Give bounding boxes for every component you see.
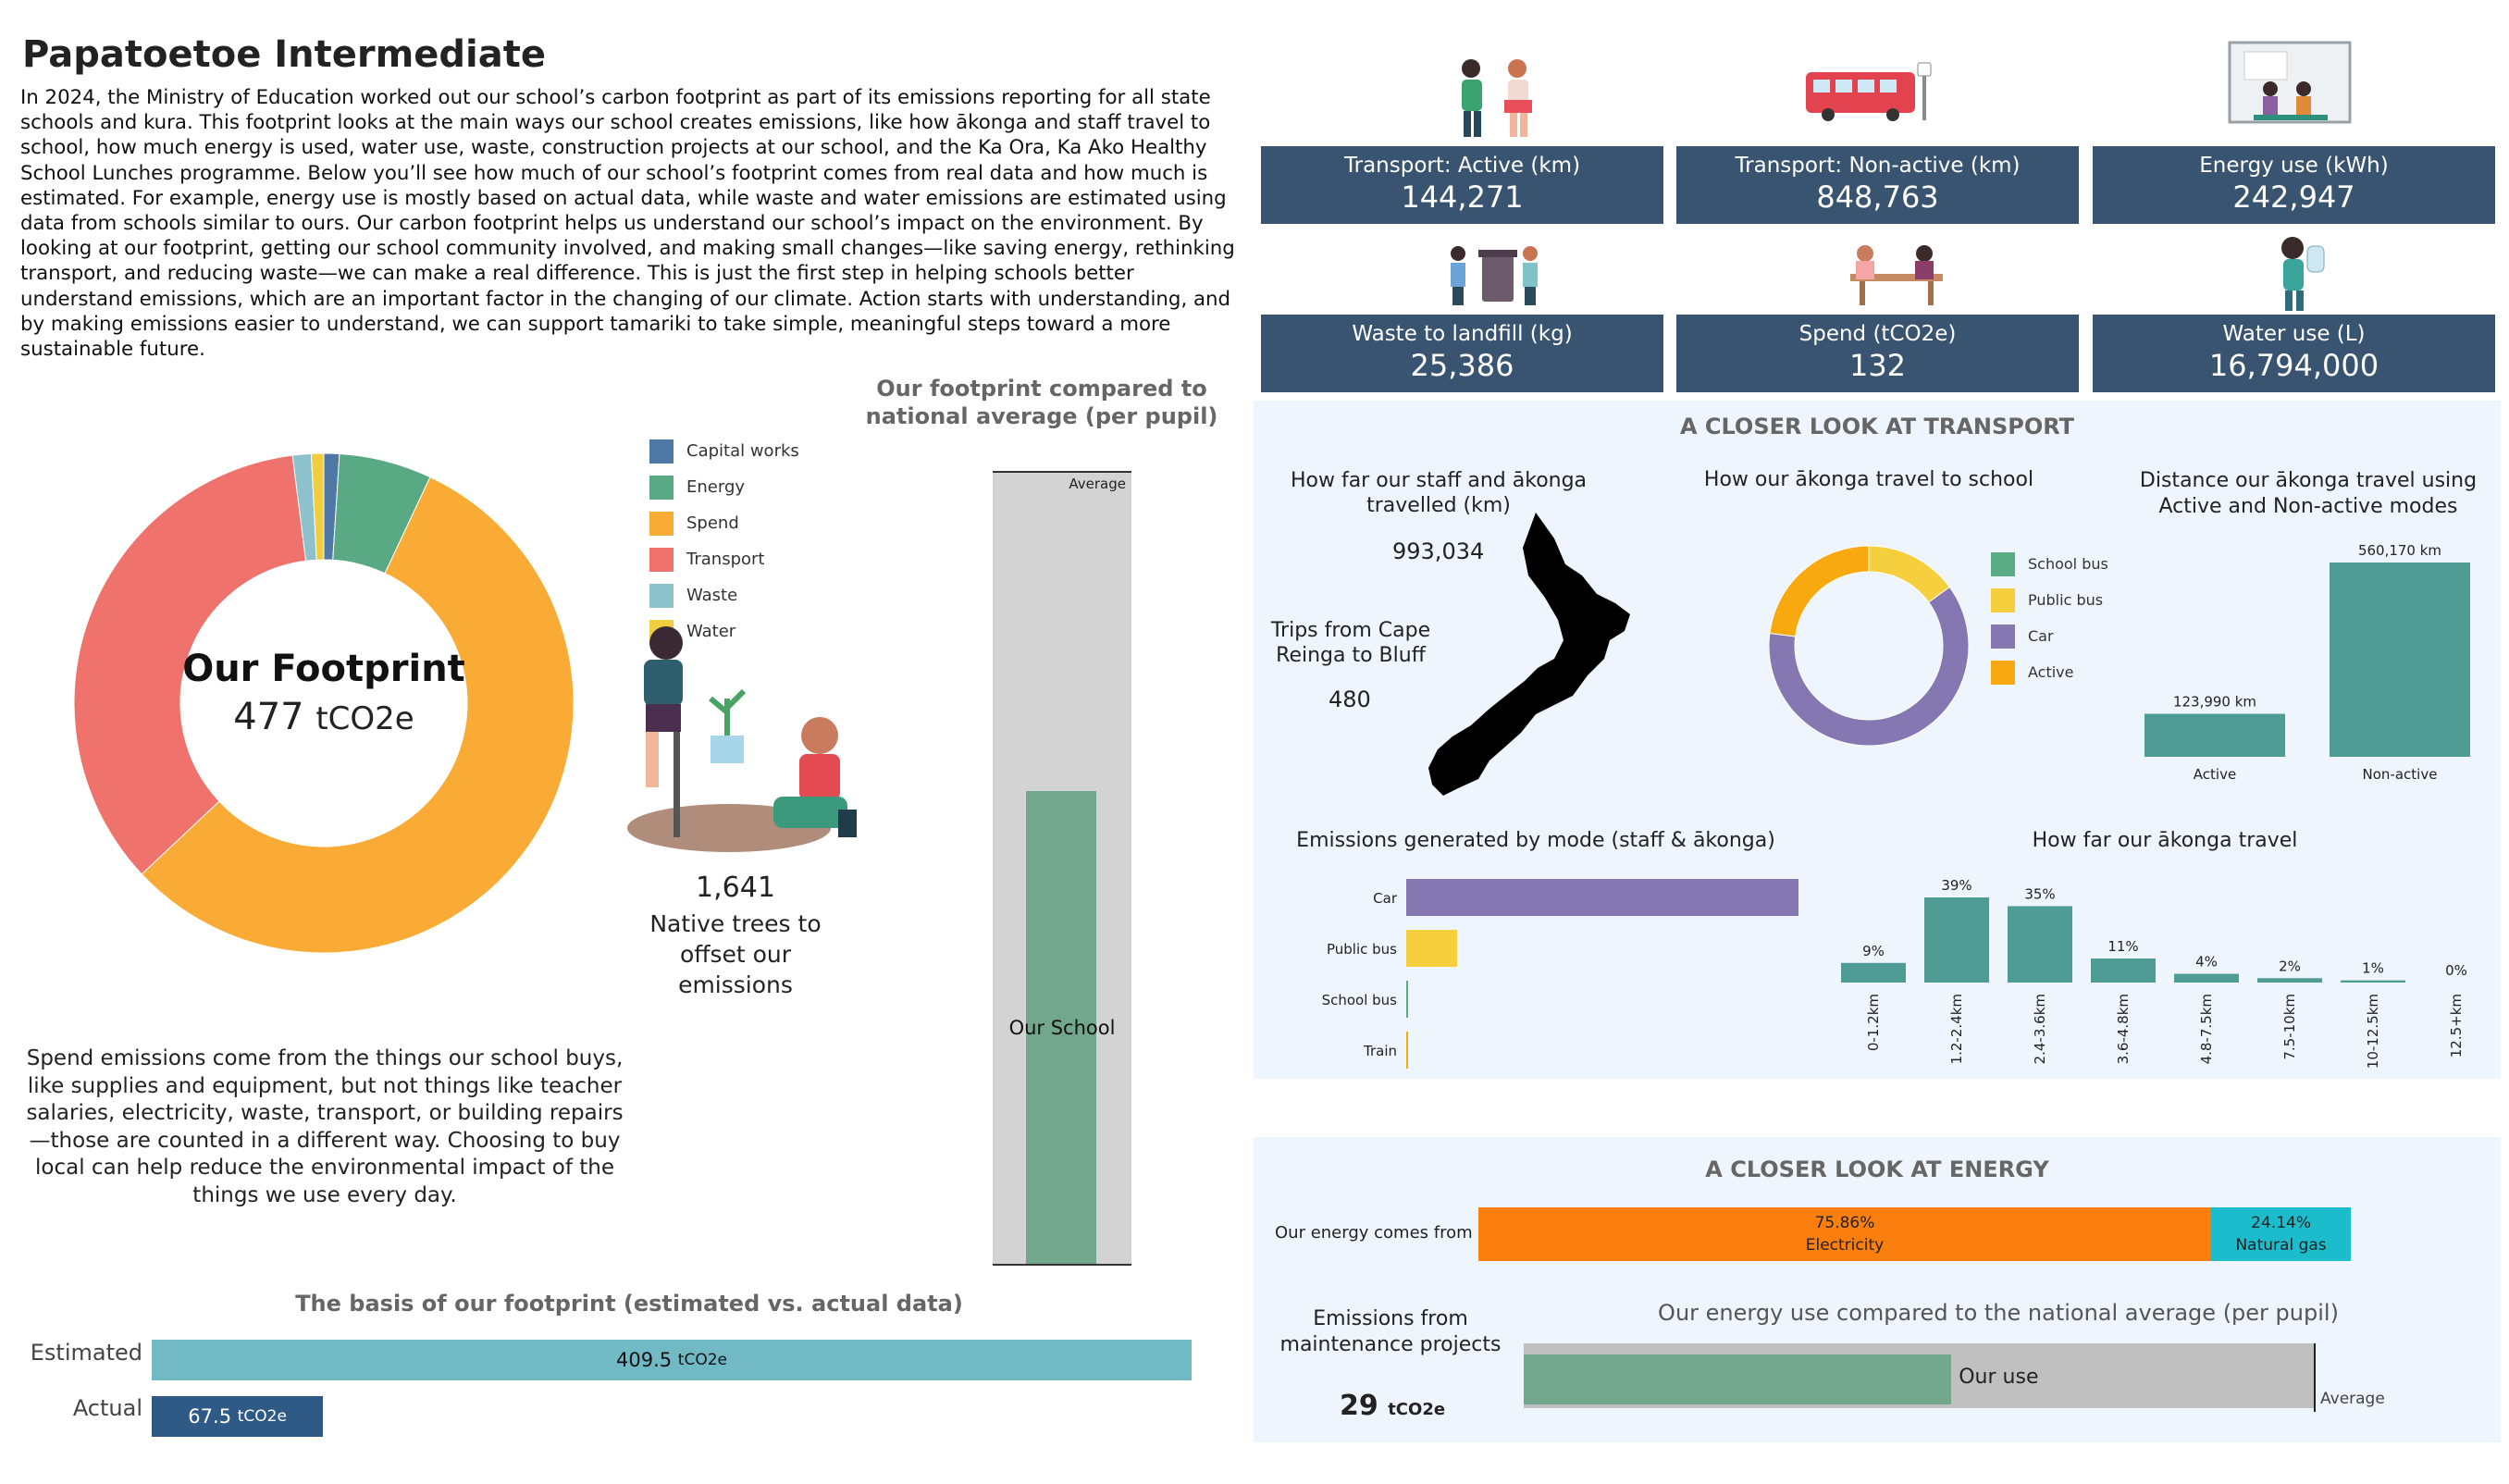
- travel-bar-value: 0%: [2445, 962, 2467, 979]
- emissions-bar: [1406, 1032, 1408, 1069]
- travel-bar-category: 3.6-4.8km: [2115, 994, 2132, 1065]
- electricity-label: Electricity: [1805, 1236, 1885, 1255]
- travel-bar: [2174, 974, 2239, 983]
- energy-gas-bar: [2211, 1207, 2351, 1261]
- legend-label: Public bus: [2028, 591, 2104, 609]
- legend-swatch: [649, 548, 674, 572]
- active-nonactive-chart: [2128, 537, 2489, 786]
- trips-label: Trips from Cape Reinga to Bluff: [1270, 619, 1431, 667]
- stat-label: Spend (tCO2e): [1798, 322, 1957, 346]
- travel-bar-category: 4.8-7.5km: [2198, 994, 2215, 1065]
- legend-swatch: [649, 512, 674, 536]
- comparison-title: Our footprint compared to national average (per pupil): [865, 376, 1218, 429]
- energy-average-bar: [1524, 1343, 2316, 1408]
- footprint-legend: [649, 433, 799, 649]
- legend-swatch: [1991, 552, 2015, 576]
- legend-swatch: [649, 584, 674, 608]
- travel-bar-category: 1.2-2.4km: [1948, 994, 1965, 1065]
- travel-bar: [2341, 981, 2405, 983]
- emissions-bar: [1406, 981, 1408, 1018]
- page-title: Papatoetoe Intermediate: [22, 33, 546, 76]
- travel-bar-value: 39%: [1941, 877, 1972, 894]
- distance-value: 993,034: [1392, 538, 1485, 564]
- walking-children-icon: [1443, 56, 1545, 141]
- legend-item: [649, 541, 799, 577]
- legend-label: Waste: [686, 586, 738, 605]
- footprint-center-unit: tCO2e: [315, 700, 414, 737]
- legend-label: Active: [2028, 663, 2074, 681]
- legend-label: Car: [2028, 627, 2054, 645]
- new-zealand-map-icon: [1425, 511, 1638, 799]
- travel-bar-category: 12.5+km: [2448, 994, 2465, 1058]
- distance-label: How far our staff and ākonga travelled (km): [1290, 469, 1588, 517]
- trees-text: Native trees to offset our emissions: [649, 910, 822, 998]
- travel-bar-value: 9%: [1862, 942, 1885, 959]
- trips-value: 480: [1329, 686, 1371, 712]
- travel-bar: [1924, 897, 1989, 983]
- gas-label: Natural gas: [2235, 1236, 2327, 1255]
- mode-slice: [1770, 546, 1869, 637]
- emissions-bar: [1406, 879, 1798, 916]
- spend-note: Spend emissions come from the things our school buys, like supplies and equipment, but not things like teacher salaries, electricity, waste, transport, or building repairs—those are counted in a different way. Choosing to buy local can help reduce the environmental impact of the things we use every day.: [26, 1046, 624, 1207]
- legend-label: Energy: [686, 477, 746, 497]
- legend-item: [649, 505, 799, 541]
- travel-bar-value: 35%: [2024, 885, 2056, 903]
- basis-label-estimated: Estimated: [30, 1340, 142, 1366]
- modes-bar: [2330, 563, 2470, 757]
- legend-item: [1991, 618, 2108, 654]
- mode-legend: [1991, 546, 2108, 690]
- legend-swatch: [1991, 625, 2015, 649]
- travel-bar-value: 2%: [2279, 958, 2301, 975]
- legend-swatch: [1991, 661, 2015, 685]
- modes-bar: [2144, 714, 2285, 757]
- energy-electricity-bar: [1478, 1207, 2211, 1261]
- classroom-energy-icon: [2228, 41, 2352, 133]
- tree-planting-illustration-icon: [618, 625, 886, 874]
- basis-label-actual: Actual: [72, 1395, 142, 1421]
- stat-card-transport-nonactive: [1676, 146, 2079, 224]
- stat-card-energy: [2093, 146, 2495, 224]
- stat-value: 848,763: [1816, 179, 1939, 215]
- maintenance-value: [1340, 1390, 1445, 1422]
- basis-estimated-unit: tCO2e: [677, 1351, 727, 1369]
- travel-bar: [2008, 906, 2072, 983]
- travel-bar-value: 11%: [2107, 938, 2139, 956]
- basis-bar-estimated: [152, 1340, 1192, 1380]
- emissions-by-mode-chart: [1277, 870, 1813, 1073]
- modes-bar-category: Non-active: [2362, 766, 2438, 783]
- legend-label: Spend: [686, 513, 739, 533]
- travel-bar: [1841, 963, 1906, 983]
- energy-title: A CLOSER LOOK AT ENERGY: [1705, 1156, 2049, 1182]
- travel-title: How far our ākonga travel: [2032, 829, 2298, 852]
- travel-bar-value: 1%: [2362, 959, 2384, 977]
- basis-title: The basis of our footprint (estimated vs. actual data): [295, 1291, 963, 1317]
- energy-average-line: [2314, 1343, 2316, 1412]
- legend-swatch: [649, 439, 674, 464]
- travel-bar-category: 2.4-3.6km: [2032, 994, 2048, 1065]
- stat-card-waste: [1261, 315, 1663, 392]
- maintenance-number: 29: [1340, 1390, 1378, 1422]
- footprint-center: [148, 648, 500, 738]
- emissions-bar-category: Train: [1364, 1043, 1397, 1059]
- legend-item: [649, 469, 799, 505]
- legend-item: [1991, 582, 2108, 618]
- transport-title: A CLOSER LOOK AT TRANSPORT: [1679, 414, 2075, 439]
- emissions-bar: [1406, 930, 1457, 967]
- travel-bar: [2257, 978, 2322, 983]
- basis-actual-value: 67.5: [188, 1405, 232, 1428]
- modes-bar-value: 560,170 km: [2357, 542, 2442, 559]
- stat-label: Transport: Active (km): [1343, 154, 1581, 178]
- water-drinking-icon: [2265, 233, 2330, 313]
- legend-label: School bus: [2028, 555, 2108, 573]
- legend-item: [1991, 546, 2108, 582]
- footprint-center-value: 477: [233, 696, 304, 738]
- stat-value: 242,947: [2232, 179, 2355, 215]
- basis-bar-actual: [152, 1396, 323, 1437]
- waste-bin-icon: [1445, 242, 1543, 309]
- travel-distance-chart: [1813, 870, 2479, 1073]
- mode-title: How our ākonga travel to school: [1703, 468, 2034, 491]
- legend-swatch: [1991, 588, 2015, 612]
- modes-bar-category: Active: [2193, 766, 2237, 783]
- energy-compare-title: Our energy use compared to the national average (per pupil): [1658, 1300, 2339, 1326]
- footprint-center-title: Our Footprint: [182, 648, 465, 690]
- stat-label: Transport: Non-active (km): [1735, 154, 2021, 178]
- travel-bar-category: 0-1.2km: [1865, 994, 1882, 1052]
- stat-card-transport-active: [1261, 146, 1663, 224]
- bus-icon: [1804, 61, 1939, 122]
- energy-our-use-label: Our use: [1959, 1366, 2039, 1389]
- mode-donut: [1767, 544, 1971, 748]
- legend-item: [649, 433, 799, 469]
- legend-item: [649, 577, 799, 613]
- travel-bar-value: 4%: [2195, 953, 2218, 971]
- stat-label: Water use (L): [2222, 322, 2366, 346]
- modes-bar-value: 123,990 km: [2172, 693, 2257, 711]
- stat-value: 132: [1848, 348, 1907, 383]
- legend-swatch: [649, 476, 674, 500]
- emissions-bar-category: Car: [1373, 890, 1397, 907]
- emissions-title: Emissions generated by mode (staff & ākonga): [1296, 829, 1775, 852]
- emissions-bar-category: Public bus: [1326, 941, 1397, 958]
- maintenance-label: Emissions from maintenance projects: [1279, 1307, 1502, 1356]
- basis-actual-unit: tCO2e: [237, 1407, 287, 1426]
- energy-average-label: Average: [2320, 1390, 2385, 1408]
- travel-bar: [2091, 958, 2156, 983]
- basis-estimated-value: 409.5: [615, 1349, 673, 1371]
- mode-slice: [1869, 546, 1949, 602]
- comparison-average-bar: [993, 471, 1131, 1266]
- gas-pct: 24.14%: [2251, 1214, 2311, 1232]
- comparison-school-label: Our School: [1008, 1017, 1116, 1039]
- stat-label: Energy use (kWh): [2199, 154, 2389, 178]
- trees-value: 1,641: [696, 872, 775, 904]
- emissions-bar-category: School bus: [1321, 992, 1397, 1008]
- stat-value: 25,386: [1410, 348, 1514, 383]
- energy-our-use-bar: [1524, 1354, 1951, 1404]
- modes-title: Distance our ākonga travel using Active and Non-active modes: [2139, 469, 2478, 518]
- stat-card-water: [2093, 315, 2495, 392]
- stat-value: 144,271: [1401, 179, 1524, 215]
- legend-label: Transport: [686, 550, 765, 569]
- legend-label: Capital works: [686, 441, 799, 461]
- travel-bar-category: 7.5-10km: [2281, 994, 2298, 1060]
- legend-item: [1991, 654, 2108, 690]
- stat-label: Waste to landfill (kg): [1352, 322, 1573, 346]
- intro-text: In 2024, the Ministry of Education worked out our school’s carbon footprint as part of its emissions reporting for all state schools and kura. This footprint looks at the main ways our school creates emissions, like how ākonga and staff travel to school, how much energy is used, water use, waste, construction projects at our school, and the Ka Ora, Ka Ako Healthy School Lunches programme. Below you’ll see how much of our school’s footprint comes from real data and how much is estimated. For example, energy use is mostly based on actual data, while waste and water emissions are estimated using data from schools similar to ours. Our carbon footprint helps us understand our school’s impact on the environment. By looking at our footprint, getting our school community involved, and making small changes—like saving energy, rethinking transport, and reducing waste—we can make a real difference. This is just the first step in helping schools better understand emissions, which are an important factor in the changing of our climate. Action starts with understanding, and by making emissions easier to understand, we can support tamariki to take simple, meaningful steps toward a more sustainable future.: [20, 86, 1235, 362]
- maintenance-unit: tCO2e: [1388, 1400, 1446, 1419]
- travel-bar-category: 10-12.5km: [2365, 994, 2381, 1070]
- electricity-pct: 75.86%: [1814, 1214, 1875, 1232]
- energy-source-label: Our energy comes from: [1275, 1223, 1473, 1243]
- stat-card-spend: [1676, 315, 2079, 392]
- picnic-table-icon: [1832, 242, 1961, 309]
- stat-value: 16,794,000: [2208, 348, 2379, 383]
- legend-label: Water: [686, 622, 736, 641]
- comparison-average-label: Average: [1069, 476, 1126, 492]
